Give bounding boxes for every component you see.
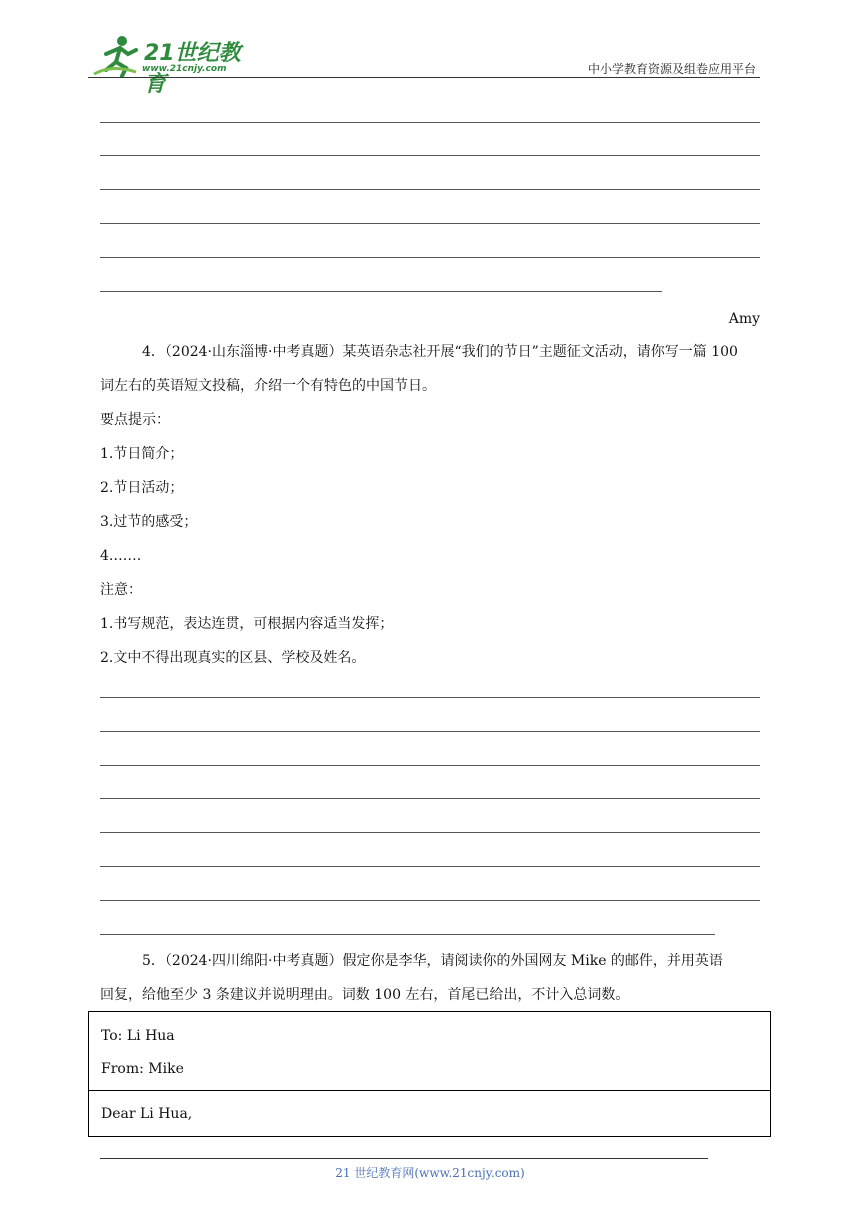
q4-prompt-text: 某英语杂志社开展“我们的节日”主题征文活动，请你写一篇 100: [342, 344, 738, 360]
q4-note-1: 1.书写规范，表达连贯，可根据内容适当发挥；: [100, 616, 394, 632]
footer-text: 21 世纪教育网(www.21cnjy.com): [335, 1166, 525, 1180]
q4-hint-1: 1.节日简介；: [100, 446, 184, 462]
q4-hint-2: 2.节日活动；: [100, 480, 184, 496]
q4-number: 4．: [142, 344, 165, 360]
email-from: From: Mike: [101, 1061, 184, 1077]
email-greeting: Dear Li Hua,: [101, 1106, 193, 1122]
q4-note-2: 2.文中不得出现真实的区县、学校及姓名。: [100, 650, 366, 666]
runner-logo-icon: [92, 34, 144, 78]
q5-prompt-text: 假定你是李华，请阅读你的外国网友 Mike 的邮件，并用英语: [342, 953, 723, 969]
answer-line[interactable]: [100, 832, 760, 833]
site-logo: [92, 34, 262, 97]
signature: Amy: [728, 311, 760, 327]
answer-line[interactable]: [100, 900, 760, 901]
q4-hints-title: 要点提示：: [100, 412, 170, 428]
q4-hint-3: 3.过节的感受；: [100, 514, 198, 530]
answer-line[interactable]: [100, 697, 760, 698]
q4-source: （2024·山东淄博·中考真题）: [164, 344, 343, 360]
q4-prompt-line1: [142, 343, 738, 361]
q5-number: 5．: [142, 953, 165, 969]
logo-url: www.21cnjy.com: [142, 64, 227, 74]
footer-divider: [100, 1158, 708, 1159]
email-body-box: [88, 1090, 771, 1137]
answer-line[interactable]: [100, 866, 760, 867]
q5-prompt-line1: [142, 952, 723, 970]
logo-text: 21世纪教育: [144, 41, 241, 97]
q4-prompt-line2: 词左右的英语短文投稿，介绍一个有特色的中国节日。: [100, 378, 436, 394]
answer-line[interactable]: [100, 122, 760, 123]
answer-line[interactable]: [100, 934, 715, 935]
answer-line[interactable]: [100, 765, 760, 766]
answer-line[interactable]: [100, 798, 760, 799]
answer-line[interactable]: [100, 189, 760, 190]
answer-line[interactable]: [100, 223, 760, 224]
q4-notes-title: 注意：: [100, 582, 142, 598]
q5-source: （2024·四川绵阳·中考真题）: [164, 953, 343, 969]
answer-line[interactable]: [100, 291, 662, 292]
q4-hint-4: 4.……: [100, 548, 142, 564]
platform-title: 中小学教育资源及组卷应用平台: [587, 62, 756, 76]
email-header-box: [88, 1011, 771, 1091]
email-to: To: Li Hua: [101, 1028, 175, 1044]
header-divider: [88, 77, 760, 78]
q5-prompt-line2: 回复，给他至少 3 条建议并说明理由。词数 100 左右，首尾已给出，不计入总词数。: [100, 987, 630, 1003]
answer-line[interactable]: [100, 257, 760, 258]
answer-line[interactable]: [100, 731, 760, 732]
answer-line[interactable]: [100, 155, 760, 156]
